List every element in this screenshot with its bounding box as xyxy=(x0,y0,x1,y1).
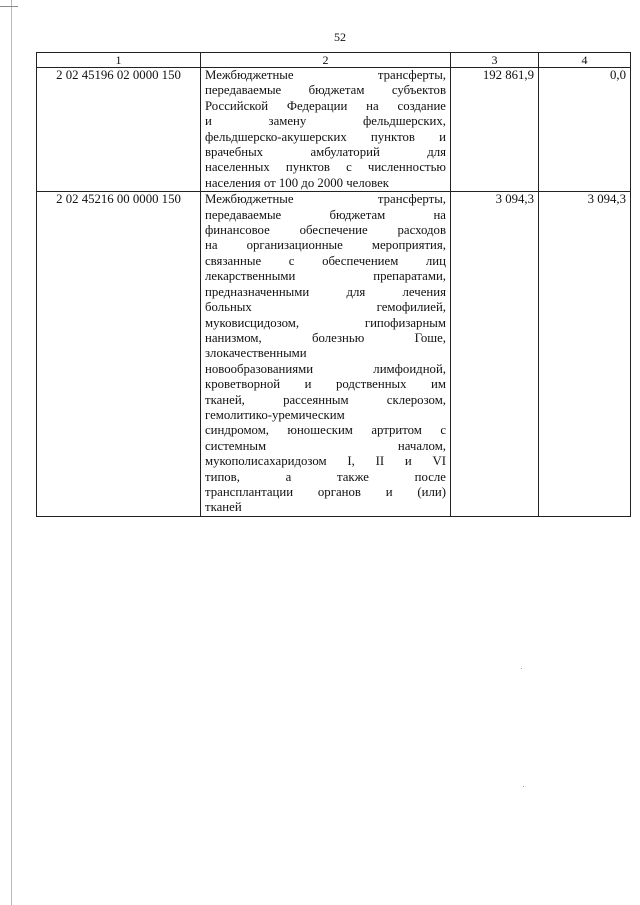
description-line: муковисцидозом, гипофизарным xyxy=(205,315,446,330)
amount-col4-cell: 3 094,3 xyxy=(539,192,631,517)
scan-speck xyxy=(521,668,522,669)
description-line: системным началом, xyxy=(205,438,446,453)
description-line: тканей xyxy=(205,500,242,515)
description-line: типов, а также после xyxy=(205,469,446,484)
description-line: синдромом, юношеским артритом с xyxy=(205,423,446,438)
description-line: злокачественными xyxy=(205,346,307,361)
description-line: на организационные мероприятия, xyxy=(205,238,446,253)
column-header-4: 4 xyxy=(539,53,631,68)
scan-corner-mark xyxy=(0,6,18,7)
description-line: Межбюджетные трансферты, xyxy=(205,192,446,207)
budget-table xyxy=(36,52,631,517)
column-header-3: 3 xyxy=(451,53,539,68)
scan-speck xyxy=(523,786,524,787)
description-line: гемолитико-уремическим xyxy=(205,407,345,422)
description-line: населенных пунктов с численностью xyxy=(205,160,446,175)
page-number: 52 xyxy=(334,30,346,44)
budget-code-cell: 2 02 45216 00 0000 150 xyxy=(37,192,201,517)
description-line: Российской Федерации на создание xyxy=(205,98,446,113)
description-line: нанизмом, болезнью Гоше, xyxy=(205,330,446,345)
description-line: трансплантации органов и (или) xyxy=(205,484,446,499)
column-header-1: 1 xyxy=(37,53,201,68)
description-line: фельдшерско-акушерских пунктов и xyxy=(205,129,446,144)
description-line: финансовое обеспечение расходов xyxy=(205,223,446,238)
description-line: населения от 100 до 2000 человек xyxy=(205,175,389,190)
description-line: предназначенными для лечения xyxy=(205,284,446,299)
description-line: связанные с обеспечением лиц xyxy=(205,253,446,268)
description-cell xyxy=(201,192,451,517)
description-line: лекарственными препаратами, xyxy=(205,269,446,284)
scan-edge xyxy=(0,0,12,905)
description-cell xyxy=(201,68,451,192)
budget-code-cell: 2 02 45196 02 0000 150 xyxy=(37,68,201,192)
table-header-row xyxy=(37,53,631,68)
table-row xyxy=(37,68,631,192)
description-line: передаваемые бюджетам субъектов xyxy=(205,83,446,98)
description-line: больных гемофилией, xyxy=(205,300,446,315)
description-line: Межбюджетные трансферты, xyxy=(205,68,446,82)
table-row xyxy=(37,192,631,517)
description-line: передаваемые бюджетам на xyxy=(205,207,446,222)
description-line: мукополисахаридозом I, II и VI xyxy=(205,454,446,469)
description-line: и замену фельдшерских, xyxy=(205,114,446,129)
description-line: новообразованиями лимфоидной, xyxy=(205,361,446,376)
description-line: кроветворной и родственных им xyxy=(205,377,446,392)
amount-col4-cell: 0,0 xyxy=(539,68,631,192)
column-header-2: 2 xyxy=(201,53,451,68)
amount-col3-cell: 3 094,3 xyxy=(451,192,539,517)
description-line: врачебных амбулаторий для xyxy=(205,145,446,160)
description-line: тканей, рассеянным склерозом, xyxy=(205,392,446,407)
amount-col3-cell: 192 861,9 xyxy=(451,68,539,192)
